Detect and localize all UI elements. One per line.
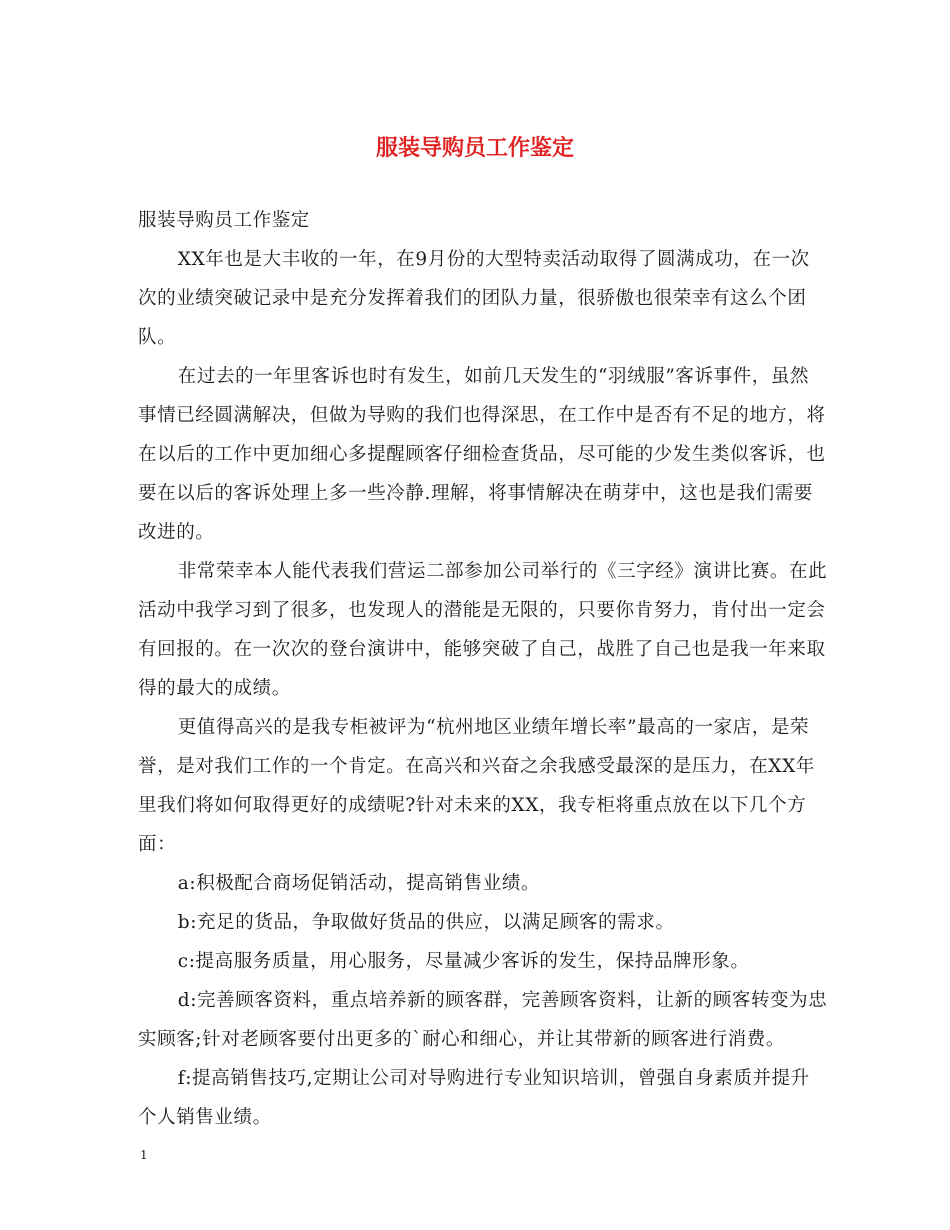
list-item-f: f:提高销售技巧,定期让公司对导购进行专业知识培训，曾强自身素质并提升个人销售业绩。	[138, 1068, 810, 1128]
paragraph-complaints: 在过去的一年里客诉也时有发生，如前几天发生的“羽绒服”客诉事件，虽然事情已经圆满解决，但做为导购的我们也得深思，在工作中是否有不足的地方，将在以后的工作中更加细心多提醒顾客仔细检查货品，尽可能的少发生类似客诉，也要在以后的客诉处理上多一些冷静.理解，将事情解决在萌芽中，这也是我们需要改进的。	[138, 366, 826, 543]
document-title: 服装导购员工作鉴定	[375, 135, 574, 161]
document-subtitle: 服装导购员工作鉴定	[138, 210, 310, 231]
paragraph-harvest-year: XX年也是大丰收的一年，在9月份的大型特卖活动取得了圆满成功，在一次次的业绩突破记录中是充分发挥着我们的团队力量，很骄傲也很荣幸有这么个团队。	[138, 249, 810, 348]
document-body	[138, 201, 828, 1137]
paragraph-honor: 更值得高兴的是我专柜被评为“杭州地区业绩年增长率”最高的一家店，是荣誉，是对我们工作的一个肯定。在高兴和兴奋之余我感受最深的是压力，在XX年里我们将如何取得更好的成绩呢?针对未来的XX，我专柜将重点放在以下几个方面：	[138, 717, 815, 855]
list-item-d: d:完善顾客资料，重点培养新的顾客群，完善顾客资料，让新的顾客转变为忠实顾客;针对老顾客要付出更多的`耐心和细心，并让其带新的顾客进行消费。	[138, 990, 828, 1050]
list-item-a: a:积极配合商场促销活动，提高销售业绩。	[177, 873, 541, 894]
list-item-c: c:提高服务质量，用心服务，尽量减少客诉的发生，保持品牌形象。	[177, 951, 750, 972]
page-number: 1	[140, 1148, 148, 1162]
paragraph-speech-contest: 非常荣幸本人能代表我们营运二部参加公司举行的《三字经》演讲比赛。在此活动中我学习到了很多，也发现人的潜能是无限的，只要你肯努力，肯付出一定会有回报的。在一次次的登台演讲中，能够突破了自己，战胜了自己也是我一年来取得的最大的成绩。	[138, 561, 828, 699]
list-item-b: b:充足的货品，争取做好货品的供应，以满足顾客的需求。	[177, 912, 675, 933]
